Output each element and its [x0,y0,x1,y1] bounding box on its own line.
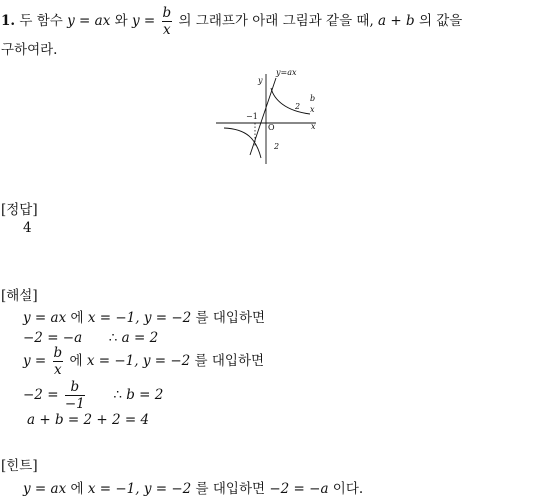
label-x-frac: x [310,105,315,114]
hyperbola-branch-q3 [224,128,261,158]
hint-tail: 이다. [332,481,364,497]
solution-l4-a: −2 = [23,387,59,404]
label-neg1: −1 [246,112,258,121]
problem-text-b: 의 그래프가 아래 그림과 같을 때, [178,13,374,30]
solution-line-4 [23,380,163,411]
solution-l4-fraction [65,380,85,411]
label-line: y=ax [276,68,297,77]
hint-mid: 를 대입하면 [195,481,266,497]
solution-line-1 [23,306,265,326]
answer-header: [정답] [1,202,38,218]
solution-l1-math: y = ax [23,310,67,326]
problem-text-a: 두 함수 [19,13,63,30]
solution-l3-sub: x = −1, y = −2 [86,353,191,370]
problem-sum-expr: a + b [378,13,415,30]
hint-math-1: y = ax [23,481,67,497]
answer-value: 4 [23,220,32,236]
graph-figure [212,66,336,170]
label-b: b [310,94,316,103]
problem-text-c: 의 값을 [418,13,463,30]
solution-l4-therefore: ∴ [113,387,122,404]
solution-l3-tail: 를 대입하면 [194,353,265,370]
solution-l4-num: b [65,380,85,396]
solution-l2-b: a = 2 [121,330,159,346]
problem-eq-y2: y [131,13,140,30]
label-x-axis: x [311,122,316,131]
hint-sub: x = −1, y = −2 [87,481,192,497]
solution-l2-therefore: ∴ [108,330,118,346]
hyperbola-branch-q1 [271,88,310,114]
label-y-axis: y [258,76,263,85]
solution-l3-fraction [53,346,64,377]
solution-line-3 [23,346,264,377]
problem-fraction [162,6,173,37]
solution-l3-eh: 에 [69,353,83,370]
problem-eq-sign2: = [143,13,156,30]
hint-math-2: −2 = −a [269,481,329,497]
solution-l3-den: x [54,362,62,379]
solution-l1-sub: x = −1, y = −2 [87,310,192,326]
problem-fraction-num: b [162,5,172,21]
problem-eq-sign: = [79,13,91,30]
hint-header: [힌트] [1,458,38,474]
solution-l1-tail: 를 대입하면 [195,310,266,326]
solution-l4-den: −1 [64,396,85,413]
label-2: 2 [295,102,301,111]
problem-number: 1. [1,13,16,30]
problem-fraction-den: x [163,22,171,39]
problem-eq-ax: ax [94,13,111,30]
solution-header: [해설] [1,288,38,304]
solution-l3-y: y = [23,353,47,370]
hint-line [23,477,363,497]
solution-l2-a: −2 = −a [23,330,83,346]
label-origin: O [268,123,275,132]
problem-line-1 [1,6,462,37]
label-neg2: 2 [274,142,280,151]
solution-l4-b: b = 2 [126,387,164,404]
hint-eh: 에 [70,481,84,497]
problem-eq-y: y [67,13,75,30]
problem-conj: 와 [114,13,128,30]
problem-line-2: 구하여라. [1,42,58,58]
solution-line-2 [23,330,158,346]
solution-l1-eh: 에 [70,310,84,326]
solution-line-5: a + b = 2 + 2 = 4 [27,412,150,428]
solution-l3-num: b [53,345,63,361]
